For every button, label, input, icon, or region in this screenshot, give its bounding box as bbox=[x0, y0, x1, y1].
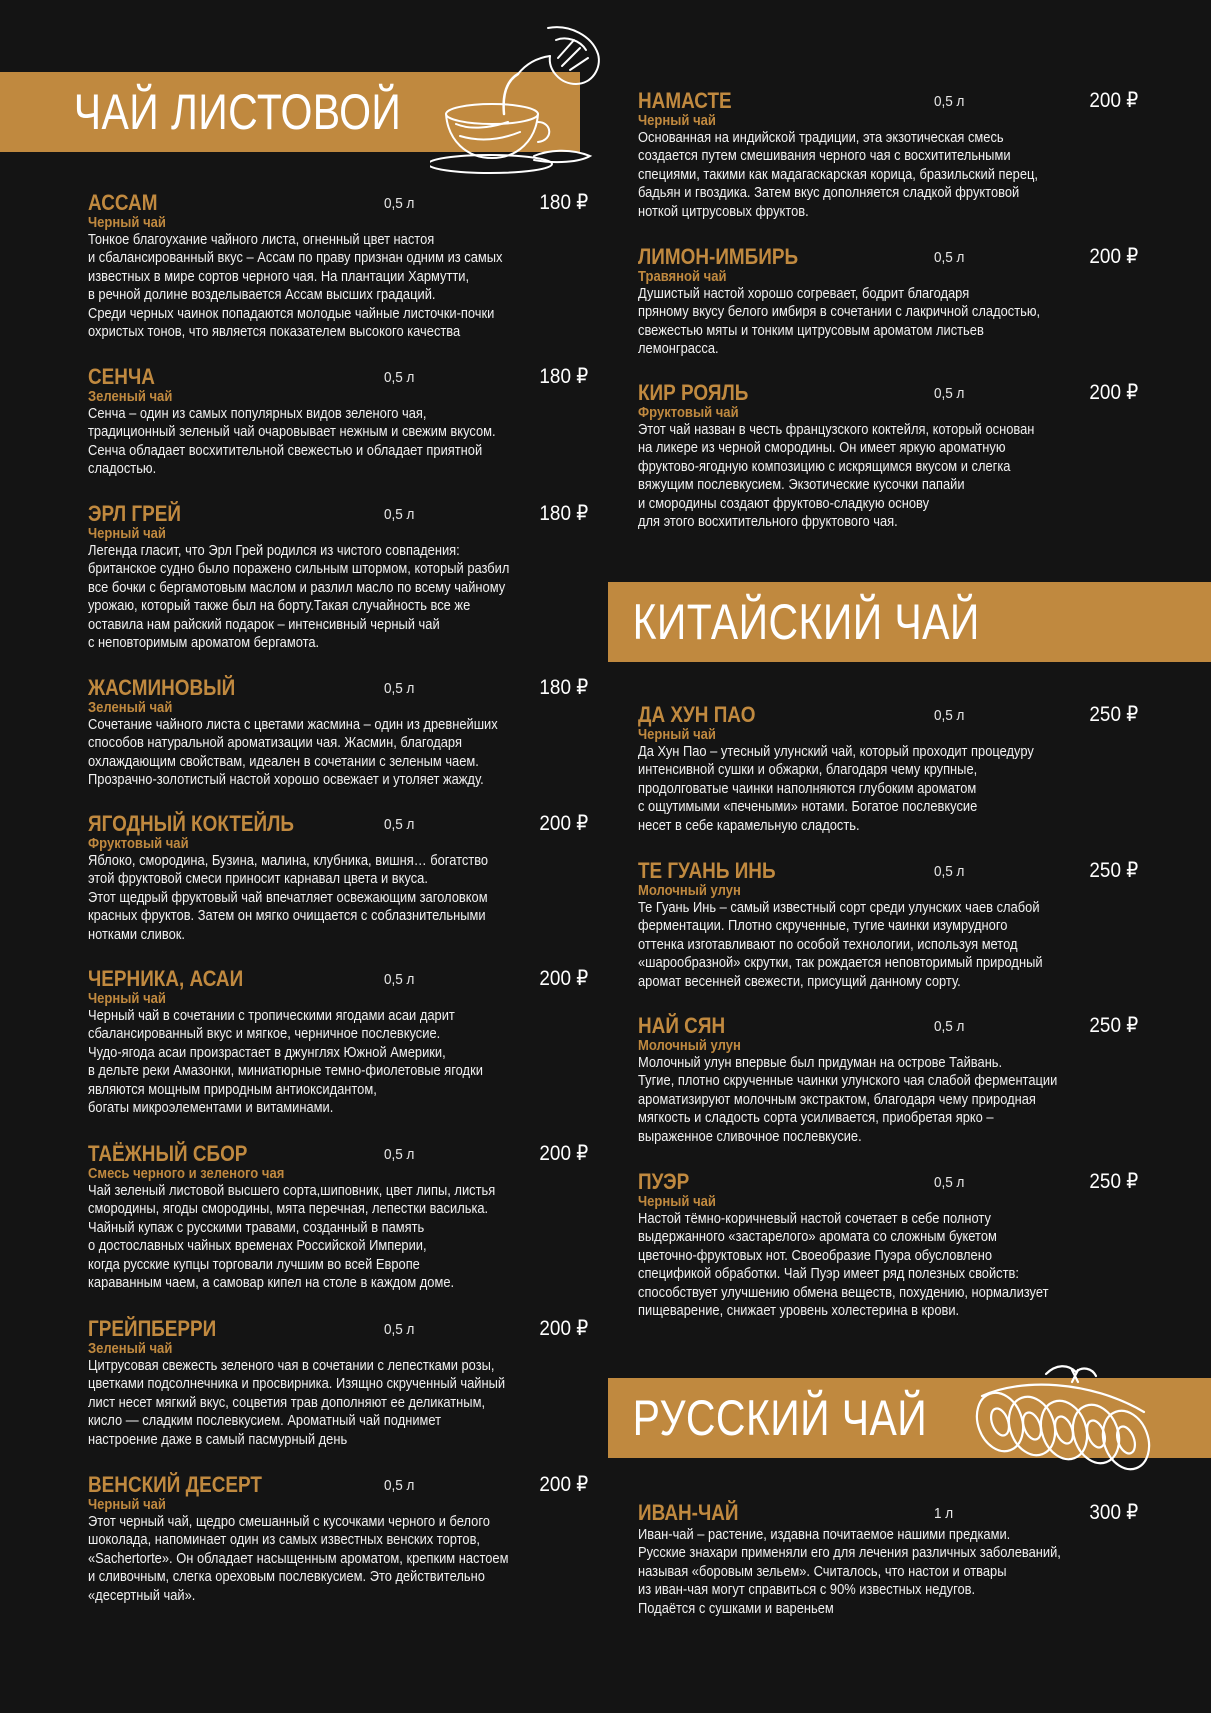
item-description: Настой тёмно-коричневый настой сочетает в себе полноту выдержанного «застарелого» аромата со сложным букетом цветочно-фруктовых нот. Своеобразие Пуэра обусловлено спецификой обработки. Чай Пуэр имеет ряд полезных свойств: способствует улучшению обмена веществ, похудению, нормализует пищеварение, снижает уровень холестерина в крови. bbox=[638, 1210, 1049, 1320]
menu-item bbox=[88, 966, 588, 1117]
item-price: 200 ₽ bbox=[1089, 245, 1138, 268]
item-description: Душистый настой хорошо согревает, бодрит благодаря пряному вкусу белого имбиря в сочетании с лакричной сладостью, свежестью мяты и тонким цитрусовым ароматом листьев лемонграсса. bbox=[638, 285, 1041, 358]
item-name: ИВАН-ЧАЙ bbox=[638, 1500, 739, 1525]
section-title: КИТАЙСКИЙ ЧАЙ bbox=[632, 594, 980, 650]
menu-item bbox=[638, 380, 1138, 531]
item-type: Черный чай bbox=[88, 526, 166, 542]
item-price: 250 ₽ bbox=[1089, 1014, 1138, 1037]
item-volume: 0,5 л bbox=[934, 863, 965, 880]
menu-item bbox=[638, 244, 1138, 359]
item-volume: 0,5 л bbox=[934, 93, 965, 110]
menu-item bbox=[88, 501, 588, 652]
menu-item bbox=[638, 858, 1138, 991]
item-type: Черный чай bbox=[638, 727, 716, 743]
menu-item bbox=[88, 1472, 588, 1605]
item-type: Фруктовый чай bbox=[638, 405, 739, 421]
item-price: 180 ₽ bbox=[539, 365, 588, 388]
item-type: Зеленый чай bbox=[88, 389, 173, 405]
menu-item bbox=[88, 190, 588, 341]
item-type: Черный чай bbox=[88, 1497, 166, 1513]
bagels-illustration bbox=[960, 1356, 1160, 1486]
item-name: ЭРЛ ГРЕЙ bbox=[88, 501, 181, 526]
item-volume: 0,5 л bbox=[934, 1174, 965, 1191]
item-price: 200 ₽ bbox=[1089, 381, 1138, 404]
item-type: Молочный улун bbox=[638, 883, 741, 899]
item-price: 200 ₽ bbox=[539, 812, 588, 835]
item-description: Яблоко, смородина, Бузина, малина, клубника, вишня… богатство этой фруктовой смеси приносит карнавал цвета и вкуса. Этот щедрый фруктовый чай впечатляет освежающим заголовком красных фруктов. Затем он мягко очищается с соблазнительными нотками сливок. bbox=[88, 852, 489, 943]
item-price: 180 ₽ bbox=[539, 191, 588, 214]
item-price: 300 ₽ bbox=[1089, 1501, 1138, 1524]
item-type: Молочный улун bbox=[638, 1038, 741, 1054]
item-volume: 0,5 л bbox=[384, 816, 415, 833]
item-description: Молочный улун впервые был придуман на острове Тайвань. Тугие, плотно скрученные чаинки улунского чая слабой ферментации ароматизируют молочным экстрактом, благодаря чему природная мягкость и сладость сорта усиливается, приобретая ярко – выраженное сливочное послевкусие. bbox=[638, 1054, 1058, 1145]
item-type: Черный чай bbox=[88, 991, 166, 1007]
item-description: Да Хун Пао – утесный улунский чай, который проходит процедуру интенсивной сушки и обжарки, благодаря чему крупные, продолговатые чаинки наполняются глубоким ароматом с ощутимыми «печеными» нотами. Богатое послевкусие несет в себе карамельную сладость. bbox=[638, 743, 1034, 834]
item-volume: 0,5 л bbox=[384, 680, 415, 697]
item-description: Сочетание чайного листа с цветами жасмина – один из древнейших способов натуральной ароматизации чая. Жасмин, благодаря охлаждающим свойствам, идеален в сочетании с зеленым чаем. Прозрачно-золотистый настой хорошо освежает и утоляет жажду. bbox=[88, 716, 498, 789]
item-volume: 0,5 л bbox=[384, 195, 415, 212]
item-description: Чай зеленый листовой высшего сорта,шиповник, цвет липы, листья смородины, ягоды смородины, мята перечная, лепестки василька. Чайный купаж с русскими травами, созданный в память о достославных чайных временах Российской Империи, когда русские купцы торговали лучшим во всей Европе караванным чаем, а самовар кипел на столе в каждом доме. bbox=[88, 1182, 496, 1292]
item-price: 200 ₽ bbox=[1089, 89, 1138, 112]
item-name: НАЙ СЯН bbox=[638, 1013, 726, 1038]
item-name: ЧЕРНИКА, АСАИ bbox=[88, 966, 244, 991]
section-title: РУССКИЙ ЧАЙ bbox=[632, 1390, 928, 1446]
item-volume: 0,5 л bbox=[934, 249, 965, 266]
item-price: 250 ₽ bbox=[1089, 859, 1138, 882]
item-volume: 0,5 л bbox=[934, 707, 965, 724]
item-volume: 0,5 л bbox=[384, 1477, 415, 1494]
section-title: ЧАЙ ЛИСТОВОЙ bbox=[73, 84, 402, 140]
item-description: Этот чай назван в честь французского коктейля, который основан на ликере из черной смородины. Он имеет яркую ароматную фруктово-ягодную композицию с искрящимся вкусом и слегка вяжущим послевкусием. Экзотические кусочки папайи и смородины создают фруктово-сладкую основу для этого восхитительного фруктового чая. bbox=[638, 421, 1035, 531]
item-type: Зеленый чай bbox=[88, 700, 173, 716]
item-description: Тонкое благоухание чайного листа, огненный цвет настоя и сбалансированный вкус – Ассам по праву признан одним из самых известных в мире сортов черного чая. На плантации Хармутти, в речной долине возделывается Ассам высших градаций. Среди черных чаинок попадаются молодые чайные листочки-почки охристых тонов, что является показателем высокого качества bbox=[88, 231, 503, 341]
item-price: 250 ₽ bbox=[1089, 1170, 1138, 1193]
item-name: АССАМ bbox=[88, 190, 158, 215]
item-name: ТАЁЖНЫЙ СБОР bbox=[88, 1141, 248, 1166]
item-volume: 0,5 л bbox=[384, 506, 415, 523]
item-description: Иван-чай – растение, издавна почитаемое нашими предками. Русские знахари применяли его для лечения различных заболеваний, называя «боровым зельем». Считалось, что настои и отвары из иван-чая могут справиться с 90% известных недугов. Подаётся с сушками и вареньем bbox=[638, 1526, 1061, 1617]
item-description: Этот черный чай, щедро смешанный с кусочками черного и белого шоколада, напоминает один из самых известных венских тортов, «Sachertorte». Он обладает насыщенным ароматом, крепким настоем и сливочным, слегка ореховым послевкусием. Это действительно «десертный чай». bbox=[88, 1513, 509, 1604]
item-type: Черный чай bbox=[638, 1194, 716, 1210]
item-volume: 1 л bbox=[934, 1505, 954, 1522]
item-price: 200 ₽ bbox=[539, 1317, 588, 1340]
item-volume: 0,5 л bbox=[384, 971, 415, 988]
menu-item bbox=[88, 811, 588, 944]
item-type: Смесь черного и зеленого чая bbox=[88, 1166, 285, 1182]
item-name: ЛИМОН-ИМБИРЬ bbox=[638, 244, 799, 269]
item-description: Черный чай в сочетании с тропическими ягодами асаи дарит сбалансированный вкус и мягкое, черничное послевкусие. Чудо-ягода асаи произрастает в джунглях Южной Америки, в дельте реки Амазонки, миниатюрные темно-фиолетовые ягодки являются мощным природным антиоксидантом, богаты микроэлементами и витаминами. bbox=[88, 1007, 483, 1117]
item-description: Сенча – один из самых популярных видов зеленого чая, традиционный зеленый чай очаровывает нежным и свежим вкусом. Сенча обладает восхитительной свежестью и обладает приятной сладостью. bbox=[88, 405, 496, 478]
menu-item bbox=[638, 88, 1138, 221]
item-price: 200 ₽ bbox=[539, 1473, 588, 1496]
menu-item bbox=[638, 1500, 1138, 1618]
section-banner-chinese bbox=[608, 582, 1211, 662]
item-description: Легенда гласит, что Эрл Грей родился из чистого совпадения: британское судно было поражено сильным штормом, который разбил все бочки с бергамотовым маслом и разлил масло по всему чайному урожаю, который также был на борту.Такая случайность все же оставила нам райский подарок – интенсивный черный чай с неповторимым ароматом бергамота. bbox=[88, 542, 510, 652]
menu-item bbox=[638, 1013, 1138, 1146]
item-price: 180 ₽ bbox=[539, 502, 588, 525]
menu-item bbox=[88, 1141, 588, 1292]
item-name: КИР РОЯЛЬ bbox=[638, 380, 749, 405]
item-volume: 0,5 л bbox=[384, 1321, 415, 1338]
teapot-cup-illustration bbox=[430, 18, 605, 178]
item-name: ГРЕЙПБЕРРИ bbox=[88, 1316, 217, 1341]
item-name: ВЕНСКИЙ ДЕСЕРТ bbox=[88, 1472, 262, 1497]
item-type: Травяной чай bbox=[638, 269, 727, 285]
menu-item bbox=[638, 702, 1138, 835]
item-volume: 0,5 л bbox=[934, 385, 965, 402]
menu-item bbox=[88, 1316, 588, 1449]
item-name: НАМАСТЕ bbox=[638, 88, 732, 113]
menu-item bbox=[638, 1169, 1138, 1320]
menu-item bbox=[88, 364, 588, 479]
item-type: Фруктовый чай bbox=[88, 836, 189, 852]
item-description: Цитрусовая свежесть зеленого чая в сочетании с лепестками розы, цветками подсолнечника и просвирника. Изящно скрученный чайный лист несет мягкий вкус, соцветия трав дополняют ее деликатным, кисло — сладким послевкусием. Ароматный чай поднимет настроение даже в самый пасмурный день bbox=[88, 1357, 506, 1448]
item-name: ТЕ ГУАНЬ ИНЬ bbox=[638, 858, 776, 883]
item-name: ПУЭР bbox=[638, 1169, 690, 1194]
item-description: Основанная на индийской традиции, эта экзотическая смесь создается путем смешивания черного чая с восхитительными специями, такими как мадагаскарская корица, бразильский перец, бадьян и гвоздика. Затем вкус дополняется сладкой фруктовой ноткой цитрусовых фруктов. bbox=[638, 129, 1039, 220]
item-name: ЯГОДНЫЙ КОКТЕЙЛЬ bbox=[88, 811, 294, 836]
item-price: 200 ₽ bbox=[539, 1142, 588, 1165]
item-description: Те Гуань Инь – самый известный сорт среди улунских чаев слабой ферментации. Плотно скрученные, тугие чаинки изумрудного оттенка изготавливают по особой технологии, используя метод «шарообразной» скрутки, так рождается неповторимый природный аромат весенней свежести, присущий данному сорту. bbox=[638, 899, 1043, 990]
item-price: 200 ₽ bbox=[539, 967, 588, 990]
item-volume: 0,5 л bbox=[934, 1018, 965, 1035]
item-name: ЖАСМИНОВЫЙ bbox=[88, 675, 236, 700]
item-type: Черный чай bbox=[638, 113, 716, 129]
item-volume: 0,5 л bbox=[384, 369, 415, 386]
menu-item bbox=[88, 675, 588, 790]
item-name: СЕНЧА bbox=[88, 364, 155, 389]
item-type: Зеленый чай bbox=[88, 1341, 173, 1357]
item-volume: 0,5 л bbox=[384, 1146, 415, 1163]
item-price: 180 ₽ bbox=[539, 676, 588, 699]
item-type: Черный чай bbox=[88, 215, 166, 231]
item-price: 250 ₽ bbox=[1089, 703, 1138, 726]
item-name: ДА ХУН ПАО bbox=[638, 702, 756, 727]
